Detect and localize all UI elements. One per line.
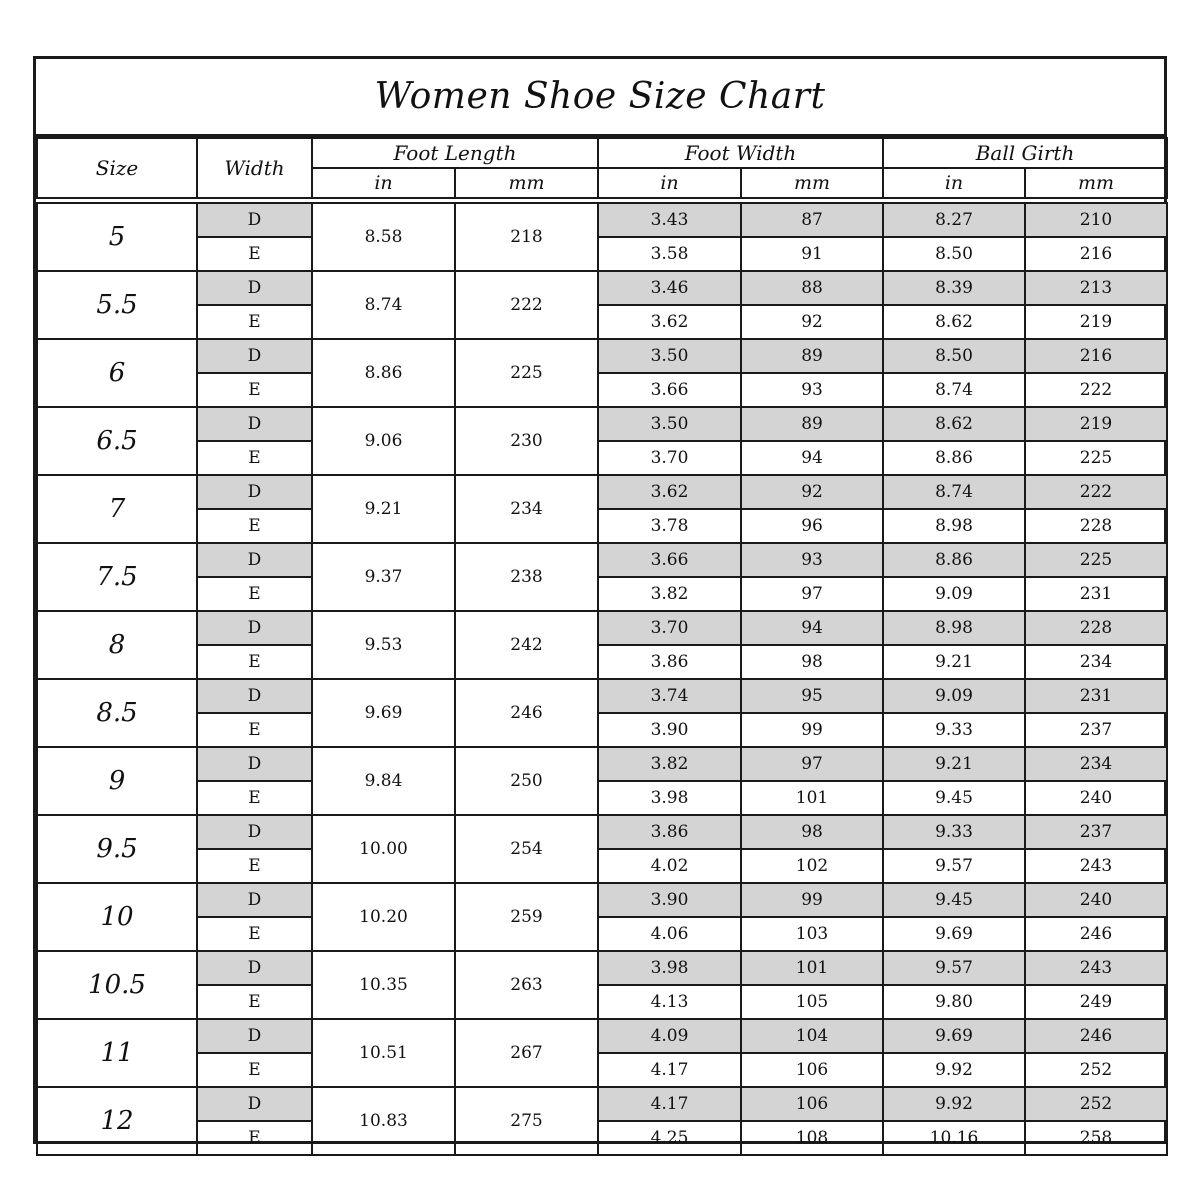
- table-row: [37, 883, 1167, 917]
- ball-girth-in: 8.86: [883, 441, 1025, 475]
- foot-width-in: 3.74: [598, 679, 741, 713]
- foot-width-in: 3.90: [598, 883, 741, 917]
- ball-girth-mm: 225: [1025, 543, 1167, 577]
- ball-girth-in: 9.80: [883, 985, 1025, 1019]
- width-value: E: [197, 577, 312, 611]
- ball-girth-mm: 252: [1025, 1053, 1167, 1087]
- table-row: [37, 373, 1167, 407]
- size-chart: [33, 56, 1167, 1148]
- ball-girth-mm: 237: [1025, 815, 1167, 849]
- table-row: [37, 407, 1167, 441]
- foot-width-in: 3.43: [598, 203, 741, 237]
- foot-width-mm: 88: [741, 271, 883, 305]
- width-value: E: [197, 373, 312, 407]
- table-row: [37, 747, 1167, 781]
- ball-girth-mm: 231: [1025, 577, 1167, 611]
- width-value: D: [197, 611, 312, 645]
- width-value: E: [197, 441, 312, 475]
- ball-girth-in: 9.92: [883, 1087, 1025, 1121]
- table-row: [37, 781, 1167, 815]
- table-row: [37, 1019, 1167, 1053]
- ball-girth-mm: 216: [1025, 339, 1167, 373]
- ball-girth-mm: 252: [1025, 1087, 1167, 1121]
- header-fw-in: in: [598, 168, 741, 198]
- width-value: D: [197, 815, 312, 849]
- ball-girth-in: 8.98: [883, 611, 1025, 645]
- foot-width-in: 4.06: [598, 917, 741, 951]
- header-ball-girth: Ball Girth: [883, 138, 1167, 168]
- ball-girth-mm: 243: [1025, 951, 1167, 985]
- foot-width-in: 3.46: [598, 271, 741, 305]
- foot-width-in: 3.70: [598, 441, 741, 475]
- foot-length-mm: 230: [455, 407, 598, 475]
- ball-girth-in: 8.98: [883, 509, 1025, 543]
- ball-girth-mm: 246: [1025, 1019, 1167, 1053]
- foot-length-in: 10.51: [312, 1019, 455, 1087]
- foot-width-in: 3.86: [598, 645, 741, 679]
- chart-title: Women Shoe Size Chart: [36, 59, 1164, 137]
- foot-width-in: 4.17: [598, 1053, 741, 1087]
- table-body: [37, 198, 1167, 1155]
- ball-girth-in: 8.50: [883, 237, 1025, 271]
- size-value: 9: [37, 747, 197, 815]
- size-value: 8.5: [37, 679, 197, 747]
- foot-length-in: 9.37: [312, 543, 455, 611]
- foot-width-mm: 91: [741, 237, 883, 271]
- foot-length-mm: 246: [455, 679, 598, 747]
- foot-width-in: 3.58: [598, 237, 741, 271]
- ball-girth-in: 9.69: [883, 917, 1025, 951]
- size-value: 10: [37, 883, 197, 951]
- table-row: [37, 237, 1167, 271]
- foot-width-mm: 101: [741, 781, 883, 815]
- ball-girth-in: 8.62: [883, 305, 1025, 339]
- ball-girth-in: 9.57: [883, 849, 1025, 883]
- foot-length-in: 8.58: [312, 203, 455, 271]
- ball-girth-in: 8.86: [883, 543, 1025, 577]
- table-row: [37, 543, 1167, 577]
- foot-width-mm: 98: [741, 815, 883, 849]
- foot-width-in: 3.66: [598, 543, 741, 577]
- foot-width-mm: 105: [741, 985, 883, 1019]
- width-value: E: [197, 985, 312, 1019]
- foot-length-in: 10.00: [312, 815, 455, 883]
- foot-width-in: 3.82: [598, 577, 741, 611]
- ball-girth-in: 8.50: [883, 339, 1025, 373]
- table-row: [37, 577, 1167, 611]
- width-value: E: [197, 1053, 312, 1087]
- size-value: 10.5: [37, 951, 197, 1019]
- table-row: [37, 441, 1167, 475]
- width-value: E: [197, 713, 312, 747]
- foot-width-mm: 93: [741, 373, 883, 407]
- foot-length-mm: 254: [455, 815, 598, 883]
- ball-girth-mm: 234: [1025, 747, 1167, 781]
- foot-length-in: 8.74: [312, 271, 455, 339]
- header-bg-in: in: [883, 168, 1025, 198]
- width-value: D: [197, 747, 312, 781]
- foot-width-mm: 104: [741, 1019, 883, 1053]
- width-value: D: [197, 951, 312, 985]
- width-value: D: [197, 475, 312, 509]
- ball-girth-in: 10.16: [883, 1121, 1025, 1155]
- size-value: 12: [37, 1087, 197, 1155]
- width-value: D: [197, 407, 312, 441]
- ball-girth-mm: 258: [1025, 1121, 1167, 1155]
- foot-width-in: 3.86: [598, 815, 741, 849]
- table-row: [37, 611, 1167, 645]
- ball-girth-mm: 249: [1025, 985, 1167, 1019]
- table-row: [37, 1053, 1167, 1087]
- ball-girth-mm: 219: [1025, 305, 1167, 339]
- ball-girth-in: 9.33: [883, 815, 1025, 849]
- width-value: E: [197, 645, 312, 679]
- foot-length-in: 8.86: [312, 339, 455, 407]
- foot-length-mm: 222: [455, 271, 598, 339]
- width-value: E: [197, 849, 312, 883]
- table-row: [37, 305, 1167, 339]
- header-bg-mm: mm: [1025, 168, 1167, 198]
- foot-width-mm: 96: [741, 509, 883, 543]
- foot-width-mm: 101: [741, 951, 883, 985]
- foot-length-mm: 234: [455, 475, 598, 543]
- ball-girth-in: 9.45: [883, 781, 1025, 815]
- table-row: [37, 1087, 1167, 1121]
- ball-girth-in: 9.92: [883, 1053, 1025, 1087]
- foot-width-in: 3.62: [598, 305, 741, 339]
- foot-length-mm: 275: [455, 1087, 598, 1155]
- size-value: 9.5: [37, 815, 197, 883]
- foot-length-in: 9.69: [312, 679, 455, 747]
- foot-length-mm: 263: [455, 951, 598, 1019]
- ball-girth-mm: 240: [1025, 883, 1167, 917]
- size-value: 5: [37, 203, 197, 271]
- table-row: [37, 849, 1167, 883]
- table-row: [37, 271, 1167, 305]
- foot-width-mm: 108: [741, 1121, 883, 1155]
- foot-width-in: 4.09: [598, 1019, 741, 1053]
- ball-girth-mm: 234: [1025, 645, 1167, 679]
- foot-width-mm: 87: [741, 203, 883, 237]
- header-size: Size: [37, 138, 197, 198]
- ball-girth-mm: 246: [1025, 917, 1167, 951]
- width-value: D: [197, 271, 312, 305]
- table-row: [37, 1121, 1167, 1155]
- table-row: [37, 917, 1167, 951]
- ball-girth-mm: 216: [1025, 237, 1167, 271]
- foot-width-mm: 97: [741, 577, 883, 611]
- width-value: D: [197, 1019, 312, 1053]
- ball-girth-mm: 219: [1025, 407, 1167, 441]
- foot-width-in: 3.50: [598, 407, 741, 441]
- ball-girth-mm: 243: [1025, 849, 1167, 883]
- table-row: [37, 645, 1167, 679]
- foot-length-in: 10.20: [312, 883, 455, 951]
- header-length-in: in: [312, 168, 455, 198]
- foot-length-in: 9.06: [312, 407, 455, 475]
- ball-girth-mm: 240: [1025, 781, 1167, 815]
- foot-length-mm: 218: [455, 203, 598, 271]
- width-value: D: [197, 543, 312, 577]
- foot-length-mm: 225: [455, 339, 598, 407]
- ball-girth-in: 9.33: [883, 713, 1025, 747]
- width-value: D: [197, 679, 312, 713]
- ball-girth-mm: 228: [1025, 611, 1167, 645]
- width-value: D: [197, 203, 312, 237]
- ball-girth-in: 9.21: [883, 645, 1025, 679]
- size-value: 6: [37, 339, 197, 407]
- ball-girth-mm: 222: [1025, 373, 1167, 407]
- width-value: E: [197, 917, 312, 951]
- foot-width-in: 3.98: [598, 781, 741, 815]
- foot-length-in: 10.35: [312, 951, 455, 1019]
- foot-width-mm: 106: [741, 1087, 883, 1121]
- ball-girth-in: 8.62: [883, 407, 1025, 441]
- foot-length-mm: 238: [455, 543, 598, 611]
- foot-length-in: 9.84: [312, 747, 455, 815]
- width-value: E: [197, 305, 312, 339]
- foot-width-mm: 89: [741, 407, 883, 441]
- width-value: D: [197, 883, 312, 917]
- foot-width-in: 3.82: [598, 747, 741, 781]
- table-row: [37, 679, 1167, 713]
- ball-girth-in: 9.45: [883, 883, 1025, 917]
- ball-girth-in: 8.39: [883, 271, 1025, 305]
- foot-width-in: 4.13: [598, 985, 741, 1019]
- foot-width-in: 3.78: [598, 509, 741, 543]
- foot-width-in: 3.70: [598, 611, 741, 645]
- header-fw-mm: mm: [741, 168, 883, 198]
- header-foot-width: Foot Width: [598, 138, 883, 168]
- header-width: Width: [197, 138, 312, 198]
- foot-width-mm: 98: [741, 645, 883, 679]
- foot-length-in: 9.21: [312, 475, 455, 543]
- size-value: 6.5: [37, 407, 197, 475]
- ball-girth-in: 8.27: [883, 203, 1025, 237]
- foot-width-mm: 97: [741, 747, 883, 781]
- width-value: E: [197, 237, 312, 271]
- ball-girth-in: 8.74: [883, 475, 1025, 509]
- foot-width-mm: 93: [741, 543, 883, 577]
- ball-girth-mm: 228: [1025, 509, 1167, 543]
- table-row: [37, 713, 1167, 747]
- table-row: [37, 815, 1167, 849]
- size-value: 7.5: [37, 543, 197, 611]
- foot-width-mm: 89: [741, 339, 883, 373]
- size-value: 8: [37, 611, 197, 679]
- table-row: [37, 951, 1167, 985]
- foot-width-in: 4.17: [598, 1087, 741, 1121]
- foot-length-in: 9.53: [312, 611, 455, 679]
- foot-length-mm: 267: [455, 1019, 598, 1087]
- ball-girth-in: 9.09: [883, 679, 1025, 713]
- foot-width-mm: 95: [741, 679, 883, 713]
- foot-width-in: 4.25: [598, 1121, 741, 1155]
- foot-width-mm: 102: [741, 849, 883, 883]
- foot-length-mm: 259: [455, 883, 598, 951]
- foot-width-mm: 92: [741, 475, 883, 509]
- header-foot-length: Foot Length: [312, 138, 598, 168]
- table-row: [37, 339, 1167, 373]
- size-value: 7: [37, 475, 197, 543]
- foot-width-mm: 106: [741, 1053, 883, 1087]
- width-value: D: [197, 1087, 312, 1121]
- width-value: E: [197, 509, 312, 543]
- ball-girth-in: 9.09: [883, 577, 1025, 611]
- foot-length-mm: 242: [455, 611, 598, 679]
- foot-width-in: 3.98: [598, 951, 741, 985]
- width-value: E: [197, 1121, 312, 1155]
- ball-girth-mm: 231: [1025, 679, 1167, 713]
- table-row: [37, 475, 1167, 509]
- width-value: D: [197, 339, 312, 373]
- ball-girth-in: 9.57: [883, 951, 1025, 985]
- ball-girth-mm: 210: [1025, 203, 1167, 237]
- foot-width-mm: 99: [741, 883, 883, 917]
- ball-girth-mm: 222: [1025, 475, 1167, 509]
- ball-girth-in: 8.74: [883, 373, 1025, 407]
- size-table: [36, 137, 1168, 1156]
- foot-width-in: 3.90: [598, 713, 741, 747]
- foot-width-in: 3.50: [598, 339, 741, 373]
- foot-width-mm: 103: [741, 917, 883, 951]
- width-value: E: [197, 781, 312, 815]
- table-row: [37, 203, 1167, 237]
- ball-girth-mm: 225: [1025, 441, 1167, 475]
- foot-width-mm: 94: [741, 611, 883, 645]
- ball-girth-in: 9.69: [883, 1019, 1025, 1053]
- table-row: [37, 509, 1167, 543]
- foot-length-mm: 250: [455, 747, 598, 815]
- header-length-mm: mm: [455, 168, 598, 198]
- size-value: 5.5: [37, 271, 197, 339]
- size-value: 11: [37, 1019, 197, 1087]
- ball-girth-mm: 213: [1025, 271, 1167, 305]
- ball-girth-mm: 237: [1025, 713, 1167, 747]
- table-row: [37, 985, 1167, 1019]
- foot-width-mm: 92: [741, 305, 883, 339]
- foot-width-mm: 99: [741, 713, 883, 747]
- foot-width-in: 3.62: [598, 475, 741, 509]
- foot-width-in: 3.66: [598, 373, 741, 407]
- ball-girth-in: 9.21: [883, 747, 1025, 781]
- foot-length-in: 10.83: [312, 1087, 455, 1155]
- foot-width-mm: 94: [741, 441, 883, 475]
- foot-width-in: 4.02: [598, 849, 741, 883]
